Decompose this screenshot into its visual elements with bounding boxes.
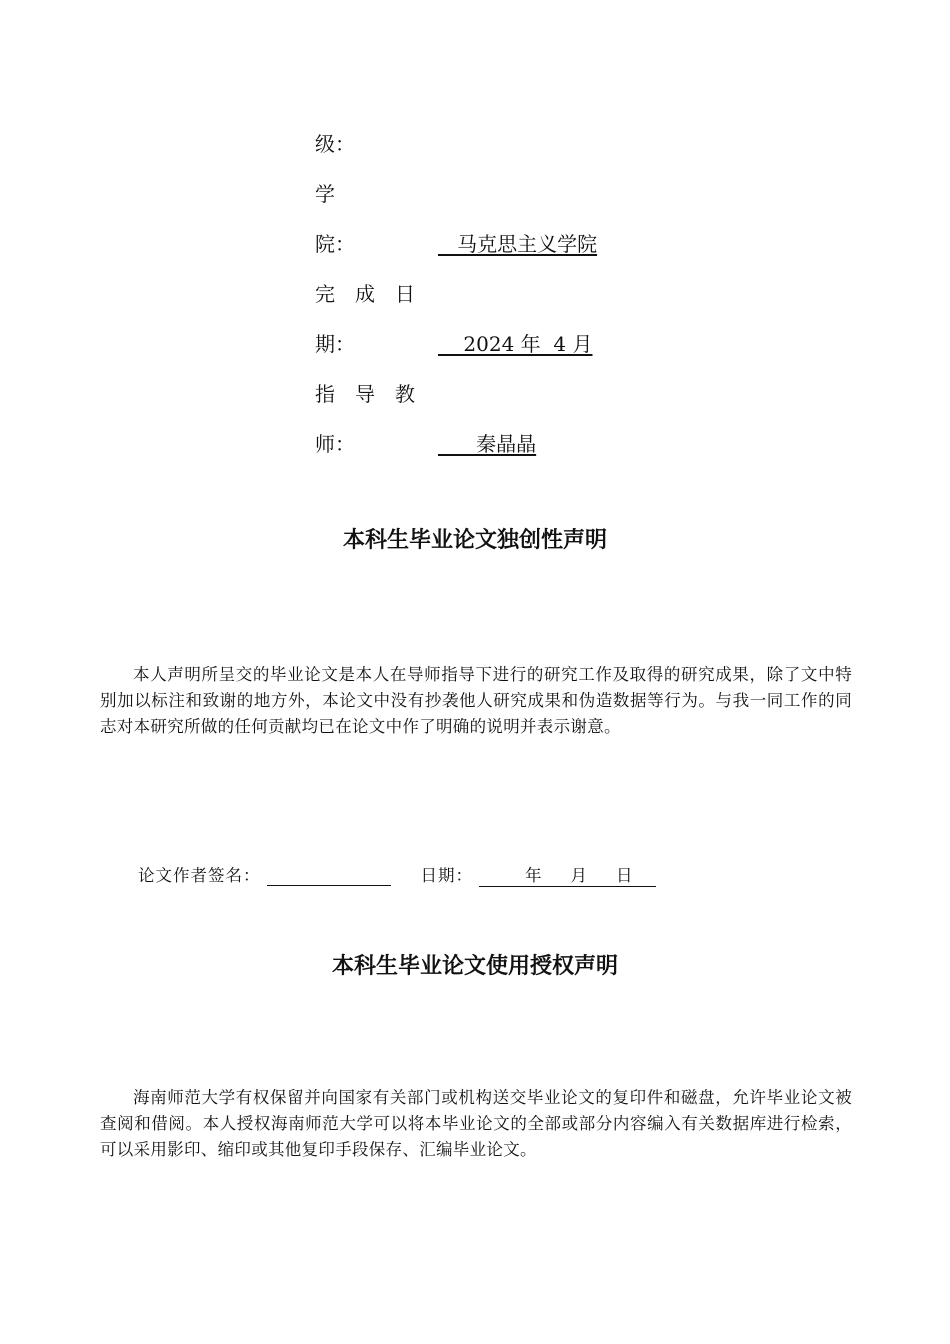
completion-date-value: 2024 年 4 月 xyxy=(438,332,593,356)
signature-date-label: 日期： xyxy=(420,866,473,885)
author-signature-label: 论文作者签名： xyxy=(138,866,261,885)
month-label: 月 xyxy=(570,866,588,885)
day-label: 日 xyxy=(616,866,634,885)
originality-statement-body: 本人声明所呈交的毕业论文是本人在导师指导下进行的研究工作及取得的研究成果，除了文中特别加以标注和致谢的地方外，本论文中没有抄袭他人研究成果和伪造数据等行为。与我一同工作的同志对本研究所做的任何贡献均已在论文中作了明确的说明并表示谢意。 xyxy=(100,665,852,736)
advisor-label-line1: 指 导 教 xyxy=(315,382,415,406)
college-label-line1: 学 xyxy=(315,182,335,206)
authorization-statement-title: 本科生毕业论文使用授权声明 xyxy=(331,954,618,979)
originality-statement-title: 本科生毕业论文独创性声明 xyxy=(342,528,607,553)
signature-date-blank xyxy=(479,862,656,887)
authorization-statement-body: 海南师范大学有权保留并向国家有关部门或机构送交毕业论文的复印件和磁盘，允许毕业论文被查阅和借阅。本人授权海南师范大学可以将本毕业论文的全部或部分内容编入有关数据库进行检索，可以采用影印、缩印或其他复印手段保存、汇编毕业论文。 xyxy=(100,1088,852,1159)
year-label: 年 xyxy=(525,866,543,885)
college-label-line2: 院： xyxy=(315,232,355,256)
class-label: 级： xyxy=(315,132,355,156)
advisor-value: 秦晶晶 xyxy=(438,432,537,456)
advisor-label-line2: 师： xyxy=(315,432,355,456)
author-signature-blank xyxy=(267,866,391,886)
college-value: 马克思主义学院 xyxy=(438,232,598,256)
completion-date-label-line1: 完 成 日 xyxy=(315,282,415,306)
completion-date-label-line2: 期： xyxy=(315,332,355,356)
signature-row xyxy=(138,862,656,887)
